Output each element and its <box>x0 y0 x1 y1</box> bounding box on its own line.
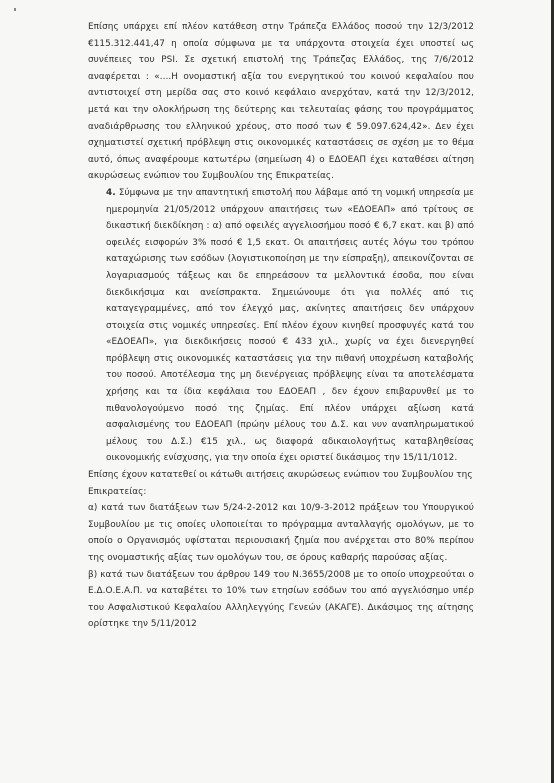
paragraph-annulment-intro: Επίσης έχουν κατατεθεί οι κάτωθι αιτήσεις ακυρώσεως ενώπιον του Συμβουλίου της Επικρατείας: <box>88 470 473 497</box>
document-body <box>88 19 474 633</box>
paragraph-legal-claims-text: Σύμφωνα με την απαντητική επιστολή που λάβαμε από τη νομική υπηρεσία με ημερομηνία 21/05/2012 υπάρχουν απαιτήσεις των «ΕΔΟΕΑΠ» από τρίτους σε δικαστική διεκδίκηση : α) από οφειλές αγγελιοσήμου ποσό € 6,7 εκατ. και β) από οφειλές εισφορών 3% ποσό € 1,5 εκατ. Οι απαιτήσεις αυτές λόγω του τρόπου καταχώρισης των εσόδων (λογιστικοποίηση με την είσπραξη), απεικονίζονται σε λογαριασμούς τάξεως και δε επηρεάσουν τα μελλοντικά έσοδα, που είναι διεκδικήσιμα και ανείσπρακτα. Σημειώνουμε ότι για πολλές από τις καταγεγραμμένες, από τον έλεγχό μας, ακίνητες απαιτήσεις δεν υπάρχουν στοιχεία στις νομικές υπηρεσίες. Επί πλέον έχουν κινηθεί προσφυγές κατά του «ΕΔΟΕΑΠ», για διεκδικήσεις ποσού € 433 χιλ., χωρίς να έχει διενεργηθεί πρόβλεψη στις οικονομικές καταστάσεις για την πιθανή υποχρέωση καταβολής του ποσού. Αποτέλεσμα της μη διενέργειας πρόβλεψης είναι τα αποτελέσματα χρήσης και τα ίδια κεφάλαια του ΕΔΟΕΑΠ , δεν έχουν επιβαρυνθεί με το πιθανολογούμενο ποσό της ζημίας. Επί πλέον υπάρχει αξίωση κατά ασφαλισμένης του ΕΔΟΕΑΠ (πρώην μέλους του Δ.Σ. και νυν αναπληρωματικού μέλους του Δ.Σ.) €15 χιλ., ως διαφορά αδικαιολογήτως καταβληθείσας οικονομικής ενίσχυσης, για την οποία έχει οριστεί δικάσιμος την 15/11/1012. <box>106 187 474 464</box>
paragraph-annulment-a: α) κατά των διατάξεων των 5/24-2-2012 και 10/9-3-2012 πράξεων του Υπουργικού Συμβουλίου με τις οποίες υλοποιείται το πρόγραμμα ανταλλαγής ομολόγων, με το οποίο ο Οργανισμός υφίσταται περιουσιακή ζημία που ανέρχεται στο 80% περίπου της ονομαστικής αξίας των ομολόγων του, σε όρους καθαρής παρούσας αξίας. <box>88 503 474 563</box>
paragraph-annulment-b: β) κατά των διατάξεων του άρθρου 149 του Ν.3655/2008 με το οποίο υποχρεούται ο Ε.Δ.Ο.Ε.Α.Π. να καταβέτει το 10% των ετησίων εσόδων του από αγγελιόσημο υπέρ του Ασφαλιστικού Κεφαλαίου Αλληλεγγύης Γενεών (ΑΚΑΓΕ). Δικάσιμος της αίτησης ορίστηκε την 5/11/2012 <box>88 569 474 630</box>
paragraph-psi-deposit: Επίσης υπάρχει επί πλέον κατάθεση στην Τράπεζα Ελλάδος ποσού την 12/3/2012 €115.312.441,47 η οποία σύμφωνα με τα υπάρχοντα στοιχεία έχει υποστεί ως συνέπειες του PSI. Σε σχετική επιστολή της Τράπεζας Ελλάδος, της 7/6/2012 αναφέρεται : «....Η ονομαστική αξία του ενεργητικού του κοινού κεφαλαίου που αντιστοιχεί στη μερίδα σας στο κοινό κεφάλαιο ανερχόταν, κατά την 12/3/2012, μετά και την ολοκλήρωση της δεύτερης και τελευταίας φάσης του προγράμματος αναδιάρθρωσης του ελληνικού χρέους, στο ποσό των € 59.097.624,42». Δεν έχει σχηματιστεί σχετική πρόβλεψη στις οικονομικές καταστάσεις σε σχέση με το θέμα αυτό, όπως αναφέρουμε κατωτέρω (σημείωση 4) ο ΕΔΟΕΑΠ έχει καταθέσει αίτηση ακυρώσεως ενώπιον του Συμβουλίου της Επικρατείας. <box>88 22 474 182</box>
paragraph-number: 4. <box>106 187 116 198</box>
paragraph-legal-claims <box>88 185 474 467</box>
scan-mark <box>14 8 16 11</box>
